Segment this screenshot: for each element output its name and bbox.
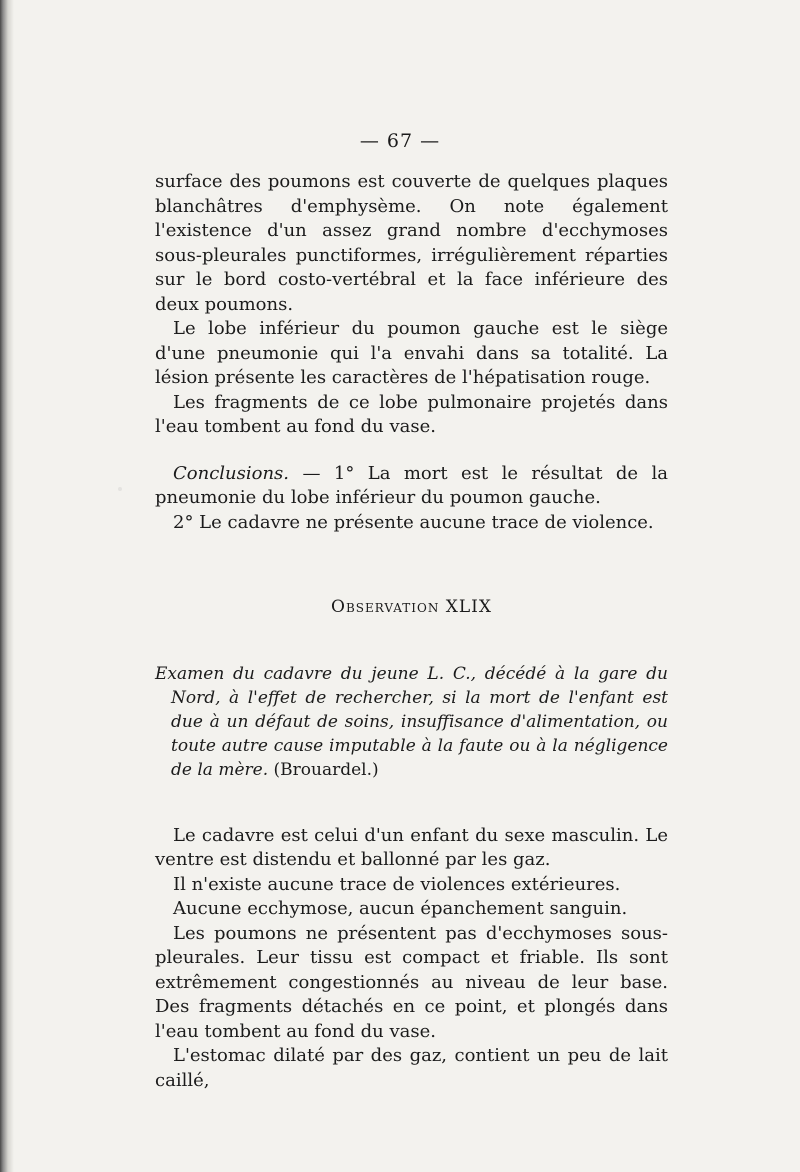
abstract-attribution: (Brouardel.) [273, 759, 379, 780]
finding-no-ecchymosis: Aucune ecchymose, aucun épanchement sanguin. [173, 898, 628, 919]
paragraph-fragments: Les fragments de ce lobe pulmonaire projetés dans l'eau tombent au fond du vase. [155, 391, 668, 437]
abstract-text: Examen du cadavre du jeune L. C., décédé à la gare du Nord, à l'effet de rechercher, si la mort de l'enfant est due à un défaut de soins, insuffisance d'alimentation, ou toute autre cause imputable à la faute ou à la négligence de la mère. [155, 663, 668, 780]
finding-lungs: Les poumons ne présentent pas d'ecchymoses sous-pleurales. Leur tissu est compact et friable. Ils sont extrêmement congestionnés au niveau de leur base. Des fragments détachés en ce point, et plongés dans l'eau tombent au fond du vase. [155, 922, 668, 1042]
page-number: — 67 — [359, 130, 441, 152]
finding-no-violence: Il n'existe aucune trace de violences extérieures. [173, 873, 621, 895]
paragraph-conclusions [155, 462, 668, 511]
observation-heading: Observation XLIX [331, 597, 492, 617]
conclusion-one: — 1° La mort est le résultat de la pneumonie du lobe inférieur du poumon gauche. [155, 462, 668, 508]
paragraph-gap [155, 440, 668, 462]
conclusions-label: Conclusions. [173, 462, 290, 484]
page-body [155, 170, 668, 1093]
paragraph-pneumonia: Le lobe inférieur du poumon gauche est le siège d'une pneumonie qui l'a envahi dans sa totalité. La lésion présente les caractères de l'hépatisation rouge. [155, 318, 668, 388]
observation-abstract [155, 662, 668, 782]
finding-stomach: L'estomac dilaté par des gaz, contient un peu de lait caillé, [155, 1045, 668, 1091]
paragraph-emphysema: surface des poumons est couverte de quelques plaques blanchâtres d'emphysème. On note également l'existence d'un assez grand nombre d'ecchymoses sous-pleurales punctiformes, irrégulièrement réparties sur le bord costo-vertébral et la face inférieure des deux poumons. [155, 171, 668, 315]
paragraph-conclusion-two: 2° Le cadavre ne présente aucune trace de violence. [173, 511, 654, 533]
finding-cadaver: Le cadavre est celui d'un enfant du sexe masculin. Le ventre est distendu et ballonné par les gaz. [155, 824, 668, 870]
